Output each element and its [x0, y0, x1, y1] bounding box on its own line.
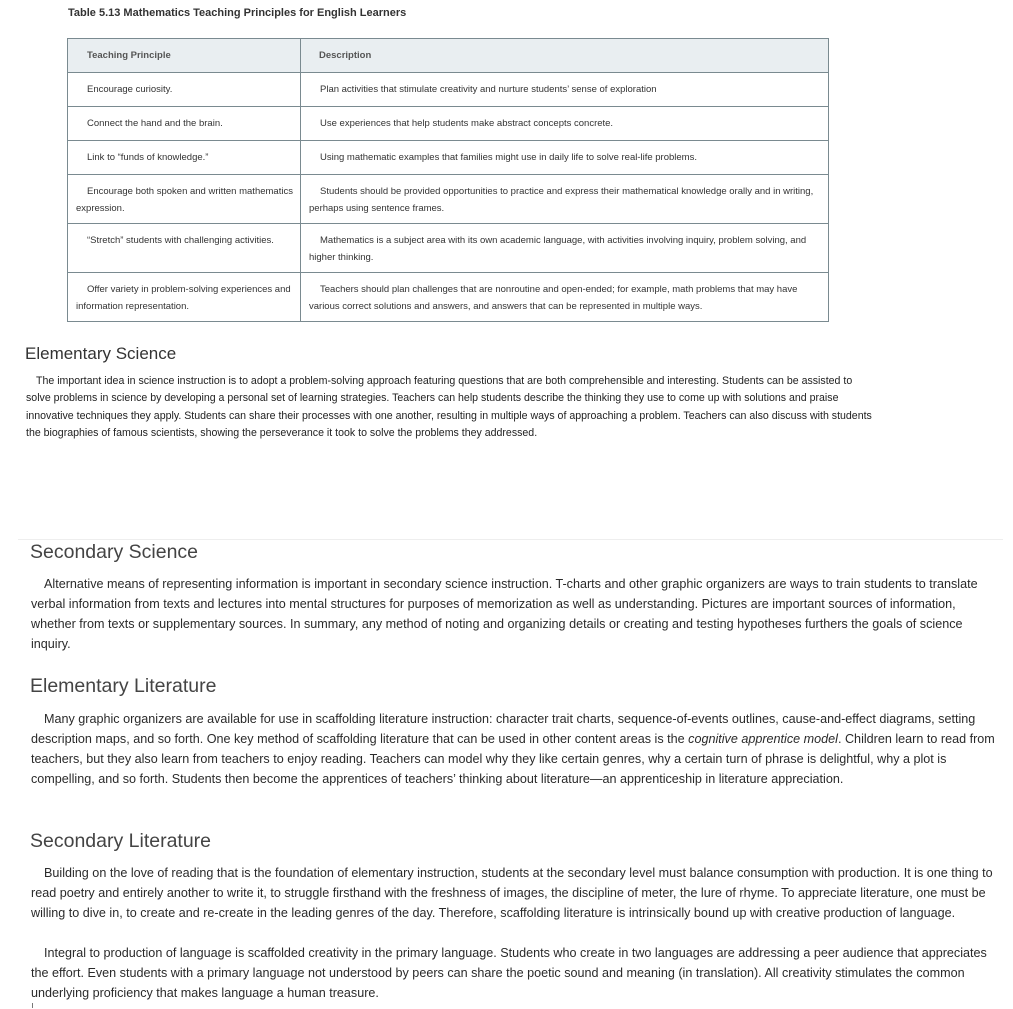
table-header-row [68, 39, 829, 73]
elementary-literature-text-b: . Children learn to read from teachers, but they also learn from teachers to enjoy reading. Teachers can model why they like certain genres, why a certain turn of phrase is delightful, why a plot is compelling, and so forth. Students then become the apprentices of teachers’ thinking about literature—an apprenticeship in literature appreciation. [31, 732, 995, 786]
elementary-literature-emphasis: cognitive apprentice model [688, 732, 838, 746]
secondary-literature-text-2: Integral to production of language is scaffolded creativity in the primary language. Students who create in two languages are addressing a peer audience that appreciates the effort. Even students with a primary language not understood by peers can share the poetic sound and meaning (in translation). All creativity stimulates the common underlying proficiency that makes language a human treasure. [31, 946, 987, 1000]
elementary-science-paragraph [26, 373, 876, 443]
secondary-literature-paragraph-1 [31, 863, 999, 923]
principle-cell: Encourage curiosity. [68, 73, 301, 107]
teaching-principles-table [67, 38, 829, 322]
principle-cell: Connect the hand and the brain. [68, 107, 301, 141]
header-description: Description [301, 39, 829, 73]
table-row [68, 141, 829, 175]
table-row [68, 175, 829, 224]
secondary-literature-heading: Secondary Literature [30, 830, 212, 852]
table-caption: Table 5.13 Mathematics Teaching Principles for English Learners [68, 7, 407, 19]
description-cell: Use experiences that help students make abstract concepts concrete. [301, 107, 829, 141]
table-row [68, 224, 829, 273]
principle-cell: Encourage both spoken and written mathematics expression. [68, 175, 301, 224]
description-cell: Plan activities that stimulate creativity and nurture students’ sense of exploration [301, 73, 829, 107]
secondary-science-text: Alternative means of representing information is important in secondary science instruction. T-charts and other graphic organizers are ways to train students to translate verbal information from texts and lectures into mental structures for purposes of memorization as well as understanding. Pictures are important sources of information, whether from texts or supplementary sources. In summary, any method of noting and organizing details or creating and testing hypotheses furthers the goals of science inquiry. [31, 577, 978, 651]
principle-cell: “Stretch” students with challenging activities. [68, 224, 301, 273]
table-row [68, 73, 829, 107]
page-edge-mark [32, 1003, 33, 1008]
secondary-literature-text-1: Building on the love of reading that is the foundation of elementary instruction, students at the secondary level must balance consumption with production. It is one thing to read poetry and entirely another to write it, to struggle firsthand with the freshness of images, the discipline of meter, the lure of rhyme. To appreciate literature, one must be willing to dive in, to create and re-create in the leading genres of the day. Therefore, scaffolding literature is intrinsically bound up with creative production of language. [31, 866, 993, 920]
elementary-science-heading: Elementary Science [25, 344, 177, 363]
principle-cell: Link to “funds of knowledge.” [68, 141, 301, 175]
description-cell: Mathematics is a subject area with its own academic language, with activities involving inquiry, problem solving, and higher thinking. [301, 224, 829, 273]
secondary-literature-paragraph-2 [31, 943, 999, 1003]
table-row [68, 273, 829, 322]
principle-cell: Offer variety in problem-solving experiences and information representation. [68, 273, 301, 322]
table-row [68, 107, 829, 141]
description-cell: Teachers should plan challenges that are nonroutine and open-ended; for example, math problems that may have various correct solutions and answers, and answers that can be represented in multiple ways. [301, 273, 829, 322]
description-cell: Students should be provided opportunities to practice and express their mathematical knowledge orally and in writing, perhaps using sentence frames. [301, 175, 829, 224]
elementary-science-text: The important idea in science instruction is to adopt a problem-solving approach featuring questions that are both comprehensible and interesting. Students can be assisted to solve problems in science by developing a personal set of learning strategies. Teachers can help students describe the thinking they use to come up with solutions and praise innovative techniques they apply. Students can share their processes with one another, resulting in multiple ways of approaching a problem. Teachers can also discuss with students the biographies of famous scientists, showing the perseverance it took to solve the problems they addressed. [26, 375, 872, 440]
elementary-literature-text-a: Many graphic organizers are available for use in scaffolding literature instruction: character trait charts, sequence-of-events outlines, cause-and-effect diagrams, setting description maps, and so forth. One key method of scaffolding literature that can be used in other content areas is the [31, 712, 976, 746]
secondary-science-heading: Secondary Science [30, 541, 199, 563]
header-teaching-principle: Teaching Principle [68, 39, 301, 73]
section-divider [18, 539, 1003, 540]
secondary-science-paragraph [31, 574, 999, 654]
elementary-literature-heading: Elementary Literature [30, 675, 217, 697]
elementary-literature-paragraph [31, 709, 999, 789]
description-cell: Using mathematic examples that families might use in daily life to solve real-life problems. [301, 141, 829, 175]
